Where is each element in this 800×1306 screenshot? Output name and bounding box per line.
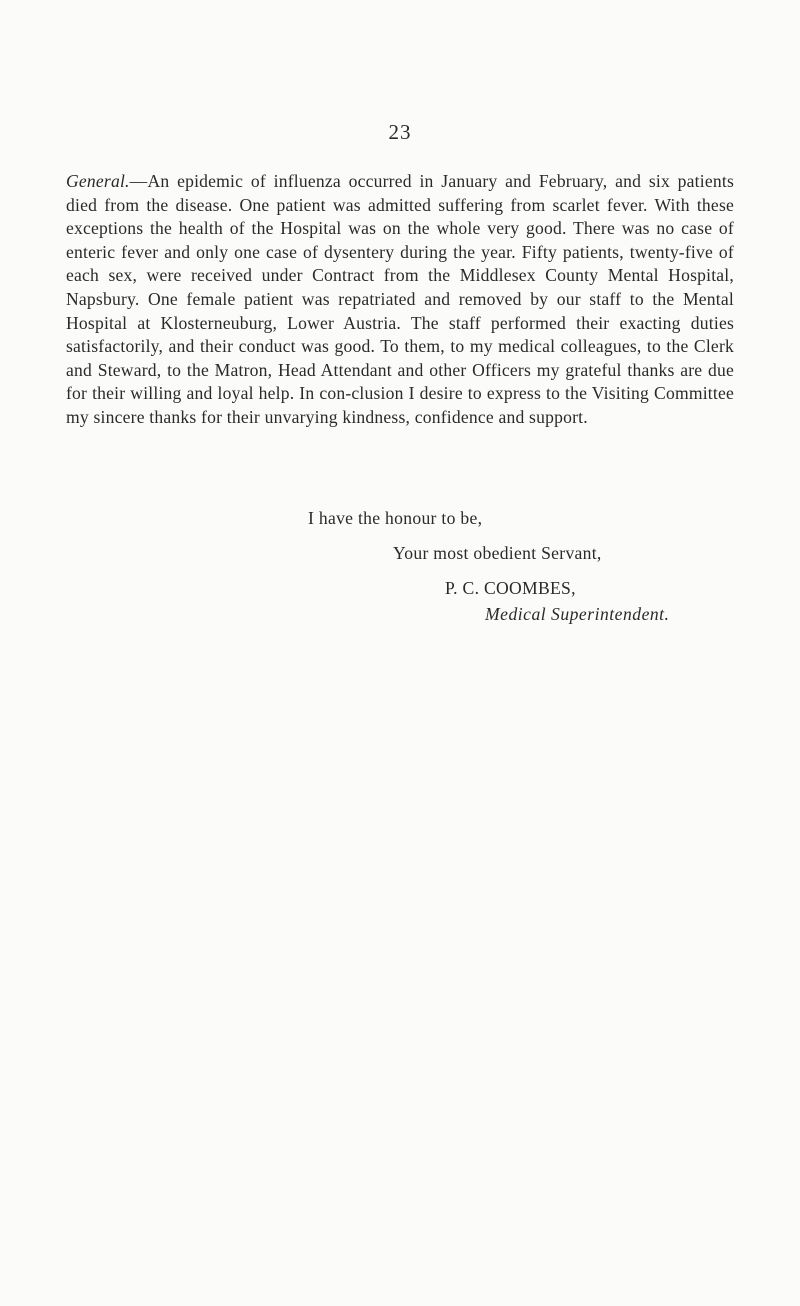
closing-valediction: Your most obedient Servant, xyxy=(393,543,602,563)
signature-title: Medical Superintendent. xyxy=(485,604,670,624)
page-number: 23 xyxy=(388,120,412,144)
body-paragraph xyxy=(66,170,734,430)
closing-salutation: I have the honour to be, xyxy=(308,508,483,528)
signature-name: P. C. COOMBES, xyxy=(445,578,576,598)
paragraph-text: —An epidemic of influenza occurred in January and February, and six patients died from the disease. One patient was admitted suffering from scarlet fever. With these exceptions the health of the Hospital was on the whole very good. There was no case of enteric fever and only one case of dysentery during the year. Fifty patients, twenty-five of each sex, were received under Contract from the Middlesex County Mental Hospital, Napsbury. One female patient was repatriated and removed by our staff to the Mental Hospital at Klosterneuburg, Lower Austria. The staff performed their exacting duties satisfactorily, and their conduct was good. To them, to my medical colleagues, to the Clerk and Steward, to the Matron, Head Attendant and other Officers my grateful thanks are due for their willing and loyal help. In con-clusion I desire to express to the Visiting Committee my sincere thanks for their unvarying kindness, confidence and support. xyxy=(66,171,734,427)
paragraph-lead: General. xyxy=(66,171,130,191)
